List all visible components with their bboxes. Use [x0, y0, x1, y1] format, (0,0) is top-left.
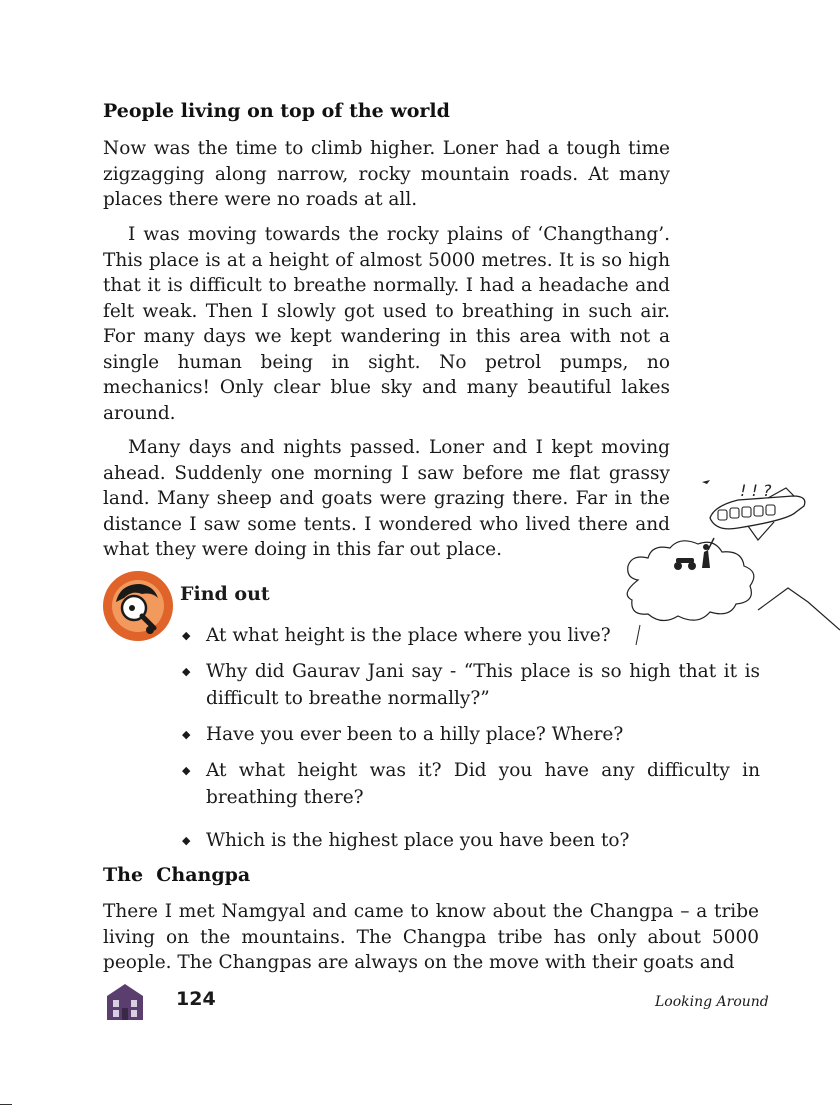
- paragraph-3: Many days and nights passed. Loner and I kept moving ahead. Suddenly one morning I saw before me flat grassy land. Many sheep and goats were grazing there. Far in the distance I saw some tents. I wondered who lived there and what they were doing in this far out place.: [103, 437, 670, 560]
- diamond-bullet-icon: ◆: [182, 665, 191, 678]
- section-heading-top-of-world: People living on top of the world: [103, 100, 450, 122]
- question-text: Which is the highest place you have been to?: [206, 830, 630, 851]
- paragraph-changpa: There I met Namgyal and came to know about the Changpa – a tribe living on the mountains. The Changpa tribe has only about 5000 people. The Changpas are always on the move with their goats and: [103, 901, 759, 973]
- airplane-body: [710, 496, 805, 529]
- question-item: [182, 721, 760, 748]
- diamond-bullet-icon: ◆: [182, 764, 191, 777]
- diamond-bullet-icon: ◆: [182, 728, 191, 741]
- paragraph-2: I was moving towards the rocky plains of ‘Changthang’. This place is at a height of almost 5000 metres. It is so high that it is difficult to breathe normally. I had a headache and felt weak. Then I slowly got used to breathing in such air. For many days we kept wandering in this area with not a single human being in sight. No petrol pumps, no mechanics! Only clear blue sky and many beautiful lakes around.: [103, 224, 670, 424]
- question-item: [182, 827, 760, 854]
- mountain-line: [758, 588, 840, 630]
- question-text: At what height is the place where you live?: [206, 625, 611, 646]
- diamond-bullet-icon: ◆: [182, 834, 191, 847]
- question-text: Why did Gaurav Jani say - “This place is so high that it is difficult to breathe normally?”: [206, 661, 760, 709]
- home-house-icon: [103, 980, 147, 1022]
- question-item: [182, 757, 760, 811]
- crop-mark: [0, 1104, 12, 1105]
- find-out-question-list: [182, 622, 760, 863]
- section-heading-changpa: The Changpa: [103, 864, 251, 886]
- find-out-magnifier-icon: [102, 570, 174, 642]
- cloud: [627, 541, 754, 621]
- question-text: Have you ever been to a hilly place? Where?: [206, 724, 624, 745]
- book-title: Looking Around: [655, 994, 769, 1010]
- paragraph-1: Now was the time to climb higher. Loner had a tough time zigzagging along narrow, rocky mountain roads. At many places there were no roads at all.: [103, 138, 670, 210]
- bird-mark: [702, 480, 710, 484]
- find-out-title: Find out: [180, 583, 270, 605]
- question-item: [182, 622, 760, 649]
- diamond-bullet-icon: ◆: [182, 629, 191, 642]
- question-text: At what height was it? Did you have any difficulty in breathing there?: [206, 760, 760, 808]
- page-number: 124: [176, 988, 216, 1010]
- airplane-windows: [718, 505, 775, 520]
- exclaim-text: ! ! ?: [740, 481, 772, 500]
- question-item: [182, 658, 760, 712]
